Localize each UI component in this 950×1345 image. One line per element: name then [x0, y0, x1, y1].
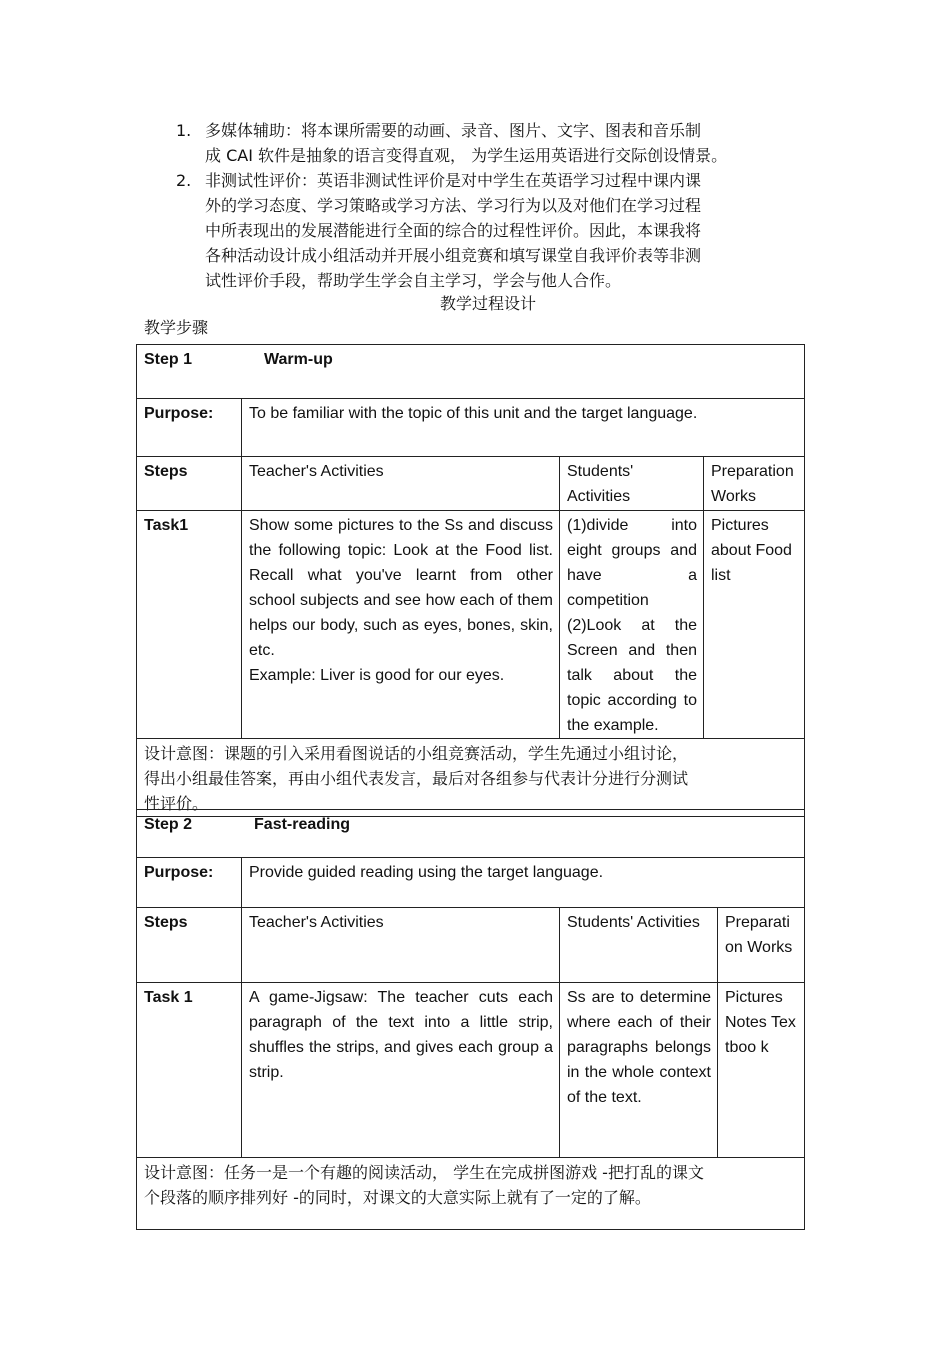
table-row	[137, 1158, 805, 1230]
step-label: Step 1	[144, 351, 193, 368]
step-label: Step 2	[144, 816, 193, 833]
lesson-table-step1	[136, 344, 805, 817]
teacher-activities-header: Teacher's Activities	[242, 457, 560, 511]
list-text: 非测试性评价：英语非测试性评价是对中学生在英语学习过程中课内课 外的学习态度、学习策略或学习方法、学习行为以及对他们在学习过程 中所表现出的发展潜能进行全面的综合的过程性评价。因此，本课我将 各种活动设计成小组活动并开展小组竞赛和填写课堂自我评价表等非测 试性评价手段，帮助学生学会自主学习，学会与他人合作。	[205, 171, 702, 290]
students-activities-header: Students' Activities	[560, 457, 704, 511]
students-activities-header: Students' Activities	[560, 908, 718, 983]
purpose-label: Purpose:	[137, 858, 242, 908]
steps-label: 教学步骤	[144, 318, 209, 337]
teacher-example: Example: Liver is good for our eyes.	[249, 667, 505, 684]
preparation-cell: Pictures Notes Textboo k	[718, 983, 805, 1158]
teacher-activities-header: Teacher's Activities	[242, 908, 560, 983]
table-row	[137, 739, 805, 817]
table-row	[137, 908, 805, 983]
teacher-text: Show some pictures to the Ss and discuss the following topic: Look at the Food list. Recall what you've learnt from other school subjects and see how each of them helps our body, such as eyes, bones, skin, etc.	[249, 517, 553, 659]
purpose-text: Provide guided reading using the target language.	[242, 858, 805, 908]
preparation-cell: Pictures about Food list	[704, 511, 805, 739]
preparation-header: Preparati on Works	[718, 908, 805, 983]
preparation-header: Preparation Works	[704, 457, 805, 511]
list-item	[176, 118, 796, 168]
table-row	[137, 810, 805, 858]
step-header	[137, 810, 805, 858]
students-activities-cell: Ss are to determine where each of their paragraphs belongs in the whole context of the text.	[560, 983, 718, 1158]
table-row	[137, 399, 805, 457]
purpose-text: To be familiar with the topic of this unit and the target language.	[242, 399, 805, 457]
step-name: Warm-up	[264, 351, 333, 368]
steps-header: Steps	[137, 908, 242, 983]
lesson-table-step2	[136, 809, 805, 1230]
teacher-activities-cell	[242, 511, 560, 739]
step-header	[137, 345, 805, 399]
intro-list	[176, 118, 796, 293]
list-number: 1.	[176, 121, 192, 140]
list-text: 多媒体辅助：将本课所需要的动画、录音、图片、文字、图表和音乐制 成 CAI 软件是抽象的语言变得直观， 为学生运用英语进行交际创设情景。	[205, 121, 728, 165]
table-row	[137, 511, 805, 739]
table-row	[137, 983, 805, 1158]
design-intent: 设计意图：课题的引入采用看图说话的小组竞赛活动，学生先通过小组讨论， 得出小组最佳答案，再由小组代表发言，最后对各组参与代表计分进行分测试 性评价。	[137, 739, 805, 817]
task-label: Task 1	[137, 983, 242, 1158]
list-number: 2.	[176, 171, 192, 190]
table-row	[137, 858, 805, 908]
step-name: Fast-reading	[254, 816, 351, 833]
table-row	[137, 345, 805, 399]
section-title: 教学过程设计	[439, 294, 536, 313]
steps-header: Steps	[137, 457, 242, 511]
purpose-label: Purpose:	[137, 399, 242, 457]
teacher-activities-cell: A game-Jigsaw: The teacher cuts each paragraph of the text into a little strip, shuffles the strips, and gives each group a strip.	[242, 983, 560, 1158]
students-activities-cell: (1)divide into eight groups and have a competition (2)Look at the Screen and then talk about the topic according to the example.	[560, 511, 704, 739]
table-row	[137, 457, 805, 511]
list-item	[176, 168, 796, 293]
task-label: Task1	[137, 511, 242, 739]
design-intent: 设计意图：任务一是一个有趣的阅读活动， 学生在完成拼图游戏 -把打乱的课文 个段落的顺序排列好 -的同时，对课文的大意实际上就有了一定的了解。	[137, 1158, 805, 1230]
